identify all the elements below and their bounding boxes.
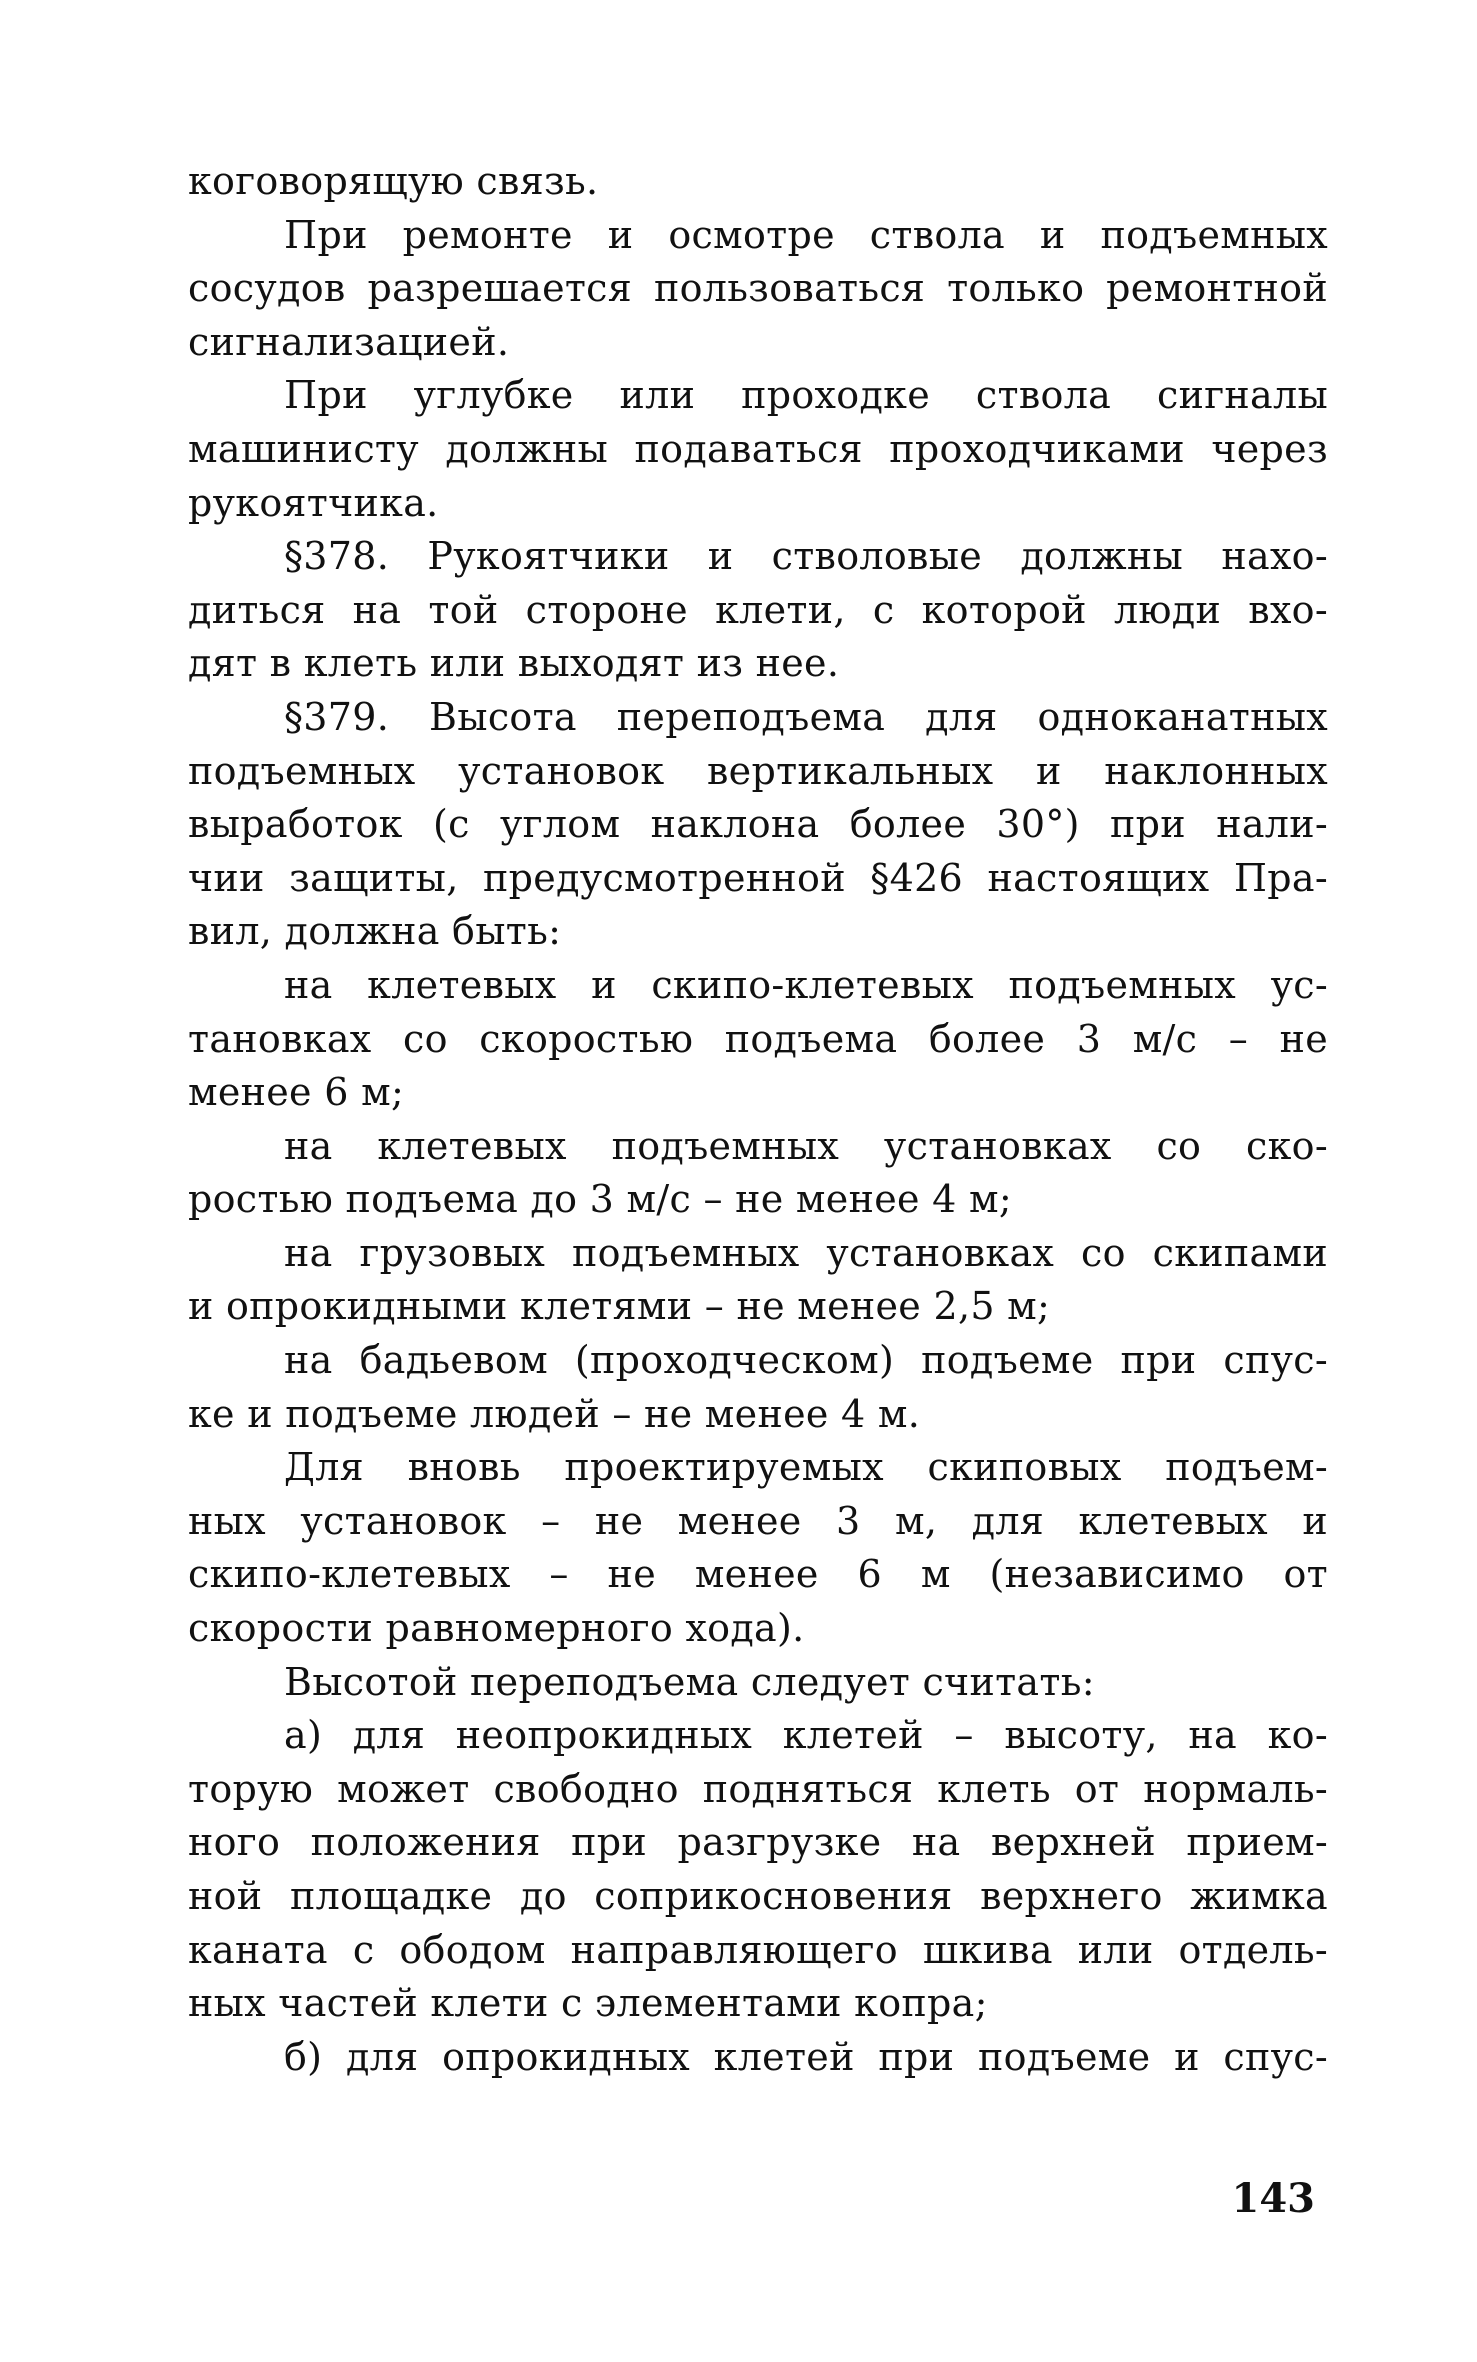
text-line: на грузовых подъемных установках со скипами: [284, 1230, 1328, 1275]
text-line: менее 6 м;: [188, 1070, 405, 1115]
text-line: торую может свободно подняться клеть от нормаль-: [188, 1766, 1328, 1811]
text-line: сосудов разрешается пользоваться только ремонтной: [188, 266, 1328, 311]
text-line: ной площадке до соприкосновения верхнего жимка: [188, 1874, 1328, 1918]
text-line: выработок (с углом наклона более 30°) при нали-: [188, 802, 1328, 847]
text-line: подъемных установок вертикальных и наклонных: [188, 748, 1328, 793]
text-line: ростью подъема до 3 м/с – не менее 4 м;: [188, 1177, 1012, 1222]
text-line: скипо-клетевых – не менее 6 м (независимо от: [188, 1552, 1328, 1597]
text-line: машинисту должны подаваться проходчиками через: [188, 426, 1328, 471]
text-line: рукоятчика.: [188, 480, 439, 525]
text-line: ных частей клети с элементами копра;: [188, 1981, 988, 2026]
text-line: чии защиты, предусмотренной §426 настоящих Пра-: [188, 855, 1328, 900]
text-line: диться на той стороне клети, с которой люди вхо-: [188, 587, 1328, 632]
text-line: §379. Высота переподъема для одноканатных: [284, 694, 1328, 739]
page-number: 143: [1231, 2175, 1315, 2222]
text-line: сигнализацией.: [188, 319, 510, 364]
text-line: на клетевых и скипо-клетевых подъемных ус-: [284, 962, 1328, 1007]
text-line: б) для опрокидных клетей при подъеме и спус-: [284, 2034, 1328, 2079]
text-line: и опрокидными клетями – не менее 2,5 м;: [188, 1284, 1051, 1329]
text-line: §378. Рукоятчики и стволовые должны нахо-: [284, 534, 1328, 579]
text-line: При ремонте и осмотре ствола и подъемных: [284, 212, 1328, 257]
text-line: ных установок – не менее 3 м, для клетевых и: [188, 1498, 1328, 1543]
text-line: тановках со скоростью подъема более 3 м/с – не: [188, 1016, 1328, 1061]
text-line: вил, должна быть:: [188, 909, 562, 954]
text-line: Для вновь проектируемых скиповых подъем-: [284, 1445, 1328, 1490]
text-line: на клетевых подъемных установках со ско-: [284, 1123, 1328, 1168]
text-line: Высотой переподъема следует считать:: [284, 1659, 1095, 1704]
text-line: скорости равномерного хода).: [188, 1606, 805, 1651]
text-line: коговорящую связь.: [188, 159, 599, 203]
text-line: При углубке или проходке ствола сигналы: [284, 373, 1328, 418]
text-line: ке и подъеме людей – не менее 4 м.: [188, 1391, 921, 1436]
text-line: а) для неопрокидных клетей – высоту, на ко-: [284, 1713, 1328, 1758]
text-line: ного положения при разгрузке на верхней прием-: [188, 1820, 1328, 1865]
text-line: на бадьевом (проходческом) подъеме при спус-: [284, 1338, 1328, 1383]
body-text: [188, 155, 1328, 2084]
text-line: каната с ободом направляющего шкива или отдель-: [188, 1927, 1328, 1972]
text-line: дят в клеть или выходят из нее.: [188, 641, 840, 686]
